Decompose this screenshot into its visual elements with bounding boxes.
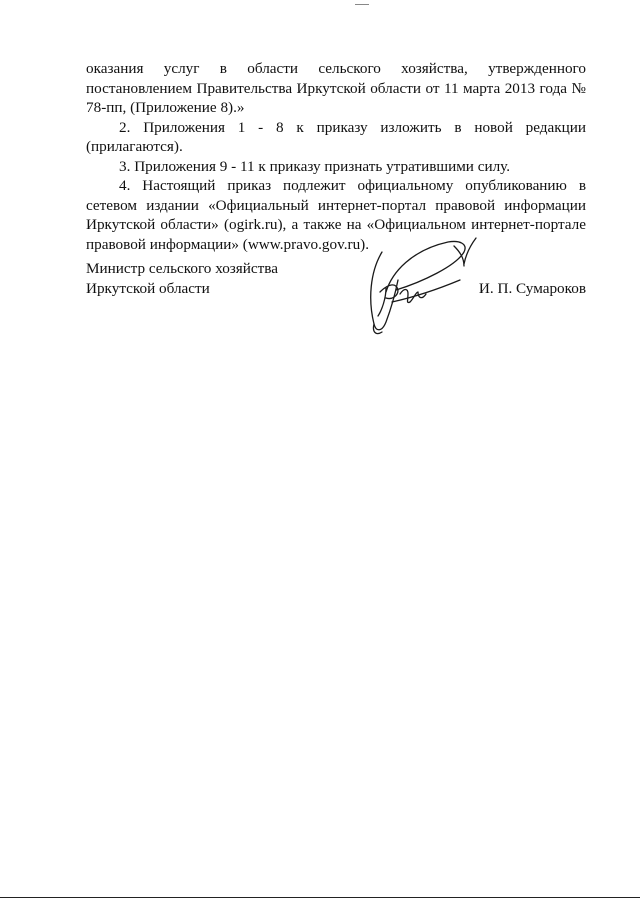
paragraph-continuation: оказания услуг в области сельского хозяйства, утвержденного постановлением Правительства Иркутской области от 11 марта 2013 года № 78-пп, (Приложение 8).» <box>86 60 586 116</box>
signatory-position-line-2: Иркутской области <box>86 279 210 297</box>
paragraph-item-2: 2. Приложения 1 - 8 к приказу изложить в новой редакции (прилагаются). <box>86 118 586 155</box>
page-top-mark <box>355 4 369 5</box>
document-body <box>86 59 586 254</box>
signatory-name: И. П. Сумароков <box>478 279 586 297</box>
handwritten-signature-icon <box>352 232 484 340</box>
signatory-position <box>86 259 278 298</box>
signatory-position-line-1: Министр сельского хозяйства <box>86 260 279 277</box>
page-bottom-border <box>0 897 640 898</box>
paragraph-item-4: 4. Настоящий приказ подлежит официальному опубликованию в сетевом издании «Официальный интернет-портал правовой информации Иркутской области» (ogirk.ru), а также на «Официальном интернет-портале правовой информации» (www.pravo.gov.ru). <box>86 177 586 253</box>
paragraph-item-3: 3. Приложения 9 - 11 к приказу признать утратившими силу. <box>119 157 511 175</box>
signature-block <box>86 259 586 349</box>
